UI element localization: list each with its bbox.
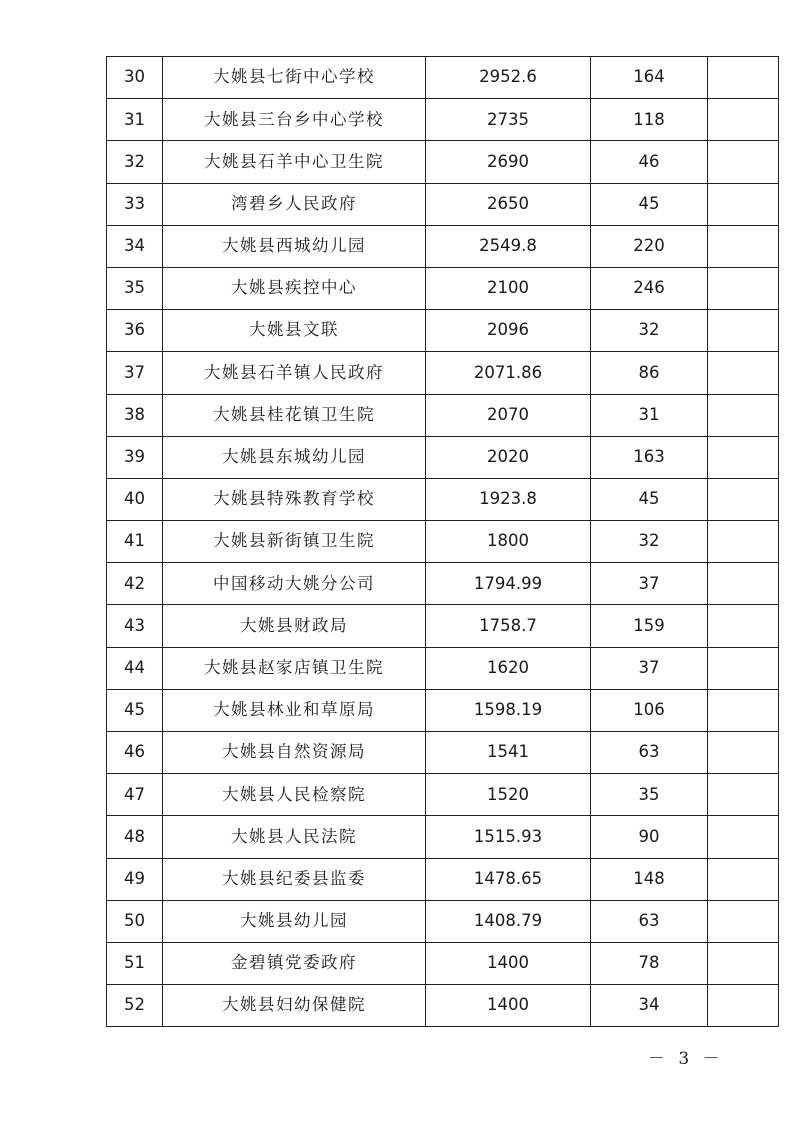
table-row — [107, 563, 779, 605]
cell-amount: 1541 — [426, 732, 591, 774]
table-row — [107, 774, 779, 816]
cell-note — [708, 141, 779, 183]
cell-index: 46 — [107, 732, 163, 774]
cell-count: 63 — [591, 900, 708, 942]
cell-unit-name: 大姚县纪委县监委 — [163, 858, 426, 900]
cell-count: 159 — [591, 605, 708, 647]
cell-amount: 1794.99 — [426, 563, 591, 605]
cell-index: 52 — [107, 985, 163, 1027]
cell-unit-name: 大姚县石羊中心卫生院 — [163, 141, 426, 183]
cell-index: 45 — [107, 689, 163, 731]
cell-note — [708, 858, 779, 900]
table-row — [107, 352, 779, 394]
cell-amount: 2071.86 — [426, 352, 591, 394]
cell-amount: 1400 — [426, 942, 591, 984]
cell-note — [708, 99, 779, 141]
cell-note — [708, 985, 779, 1027]
table-row — [107, 436, 779, 478]
cell-index: 48 — [107, 816, 163, 858]
cell-amount: 1520 — [426, 774, 591, 816]
cell-amount: 1620 — [426, 647, 591, 689]
cell-count: 78 — [591, 942, 708, 984]
cell-index: 37 — [107, 352, 163, 394]
cell-amount: 2690 — [426, 141, 591, 183]
cell-amount: 1408.79 — [426, 900, 591, 942]
cell-amount: 1400 — [426, 985, 591, 1027]
cell-amount: 1478.65 — [426, 858, 591, 900]
cell-amount: 2735 — [426, 99, 591, 141]
table-row — [107, 141, 779, 183]
cell-note — [708, 816, 779, 858]
table-row — [107, 732, 779, 774]
cell-index: 50 — [107, 900, 163, 942]
cell-note — [708, 478, 779, 520]
cell-unit-name: 大姚县妇幼保健院 — [163, 985, 426, 1027]
cell-unit-name: 大姚县疾控中心 — [163, 267, 426, 309]
cell-count: 31 — [591, 394, 708, 436]
cell-index: 32 — [107, 141, 163, 183]
table-body — [107, 57, 779, 1027]
cell-note — [708, 563, 779, 605]
cell-amount: 2100 — [426, 267, 591, 309]
cell-unit-name: 大姚县三台乡中心学校 — [163, 99, 426, 141]
table-row — [107, 521, 779, 563]
cell-unit-name: 大姚县东城幼儿园 — [163, 436, 426, 478]
cell-unit-name: 中国移动大姚分公司 — [163, 563, 426, 605]
cell-note — [708, 605, 779, 647]
cell-note — [708, 394, 779, 436]
table-row — [107, 605, 779, 647]
cell-amount: 2096 — [426, 310, 591, 352]
cell-unit-name: 大姚县七街中心学校 — [163, 57, 426, 99]
cell-index: 40 — [107, 478, 163, 520]
cell-unit-name: 大姚县林业和草原局 — [163, 689, 426, 731]
cell-index: 30 — [107, 57, 163, 99]
cell-count: 246 — [591, 267, 708, 309]
cell-count: 164 — [591, 57, 708, 99]
cell-amount: 2020 — [426, 436, 591, 478]
table-row — [107, 816, 779, 858]
cell-index: 34 — [107, 225, 163, 267]
cell-unit-name: 大姚县财政局 — [163, 605, 426, 647]
cell-note — [708, 900, 779, 942]
cell-amount: 2070 — [426, 394, 591, 436]
table-row — [107, 183, 779, 225]
cell-unit-name: 大姚县人民法院 — [163, 816, 426, 858]
cell-unit-name: 大姚县人民检察院 — [163, 774, 426, 816]
cell-index: 51 — [107, 942, 163, 984]
cell-count: 35 — [591, 774, 708, 816]
table-row — [107, 985, 779, 1027]
cell-amount: 2549.8 — [426, 225, 591, 267]
cell-note — [708, 521, 779, 563]
cell-amount: 1923.8 — [426, 478, 591, 520]
cell-index: 43 — [107, 605, 163, 647]
cell-unit-name: 大姚县新街镇卫生院 — [163, 521, 426, 563]
cell-count: 86 — [591, 352, 708, 394]
table-row — [107, 394, 779, 436]
cell-index: 33 — [107, 183, 163, 225]
cell-unit-name: 大姚县桂花镇卫生院 — [163, 394, 426, 436]
cell-note — [708, 225, 779, 267]
cell-count: 90 — [591, 816, 708, 858]
cell-note — [708, 352, 779, 394]
cell-index: 36 — [107, 310, 163, 352]
table-row — [107, 99, 779, 141]
cell-count: 45 — [591, 478, 708, 520]
cell-amount: 1800 — [426, 521, 591, 563]
cell-index: 44 — [107, 647, 163, 689]
table-row — [107, 478, 779, 520]
data-table — [106, 56, 779, 1027]
cell-amount: 1515.93 — [426, 816, 591, 858]
cell-note — [708, 647, 779, 689]
cell-count: 32 — [591, 521, 708, 563]
page-number: － 3 － — [648, 1049, 724, 1069]
cell-count: 34 — [591, 985, 708, 1027]
cell-note — [708, 774, 779, 816]
cell-index: 47 — [107, 774, 163, 816]
cell-count: 148 — [591, 858, 708, 900]
cell-index: 31 — [107, 99, 163, 141]
cell-note — [708, 689, 779, 731]
cell-unit-name: 大姚县石羊镇人民政府 — [163, 352, 426, 394]
table-row — [107, 647, 779, 689]
cell-unit-name: 大姚县西城幼儿园 — [163, 225, 426, 267]
table-row — [107, 267, 779, 309]
table-row — [107, 57, 779, 99]
cell-unit-name: 大姚县自然资源局 — [163, 732, 426, 774]
cell-index: 49 — [107, 858, 163, 900]
table-row — [107, 689, 779, 731]
cell-note — [708, 57, 779, 99]
cell-unit-name: 大姚县特殊教育学校 — [163, 478, 426, 520]
cell-count: 63 — [591, 732, 708, 774]
cell-unit-name: 大姚县幼儿园 — [163, 900, 426, 942]
cell-count: 37 — [591, 563, 708, 605]
cell-count: 220 — [591, 225, 708, 267]
table-row — [107, 900, 779, 942]
cell-count: 32 — [591, 310, 708, 352]
cell-amount: 2952.6 — [426, 57, 591, 99]
cell-note — [708, 436, 779, 478]
cell-amount: 1598.19 — [426, 689, 591, 731]
cell-unit-name: 湾碧乡人民政府 — [163, 183, 426, 225]
cell-count: 37 — [591, 647, 708, 689]
cell-note — [708, 183, 779, 225]
cell-index: 41 — [107, 521, 163, 563]
table-row — [107, 310, 779, 352]
cell-index: 35 — [107, 267, 163, 309]
cell-note — [708, 732, 779, 774]
cell-amount: 2650 — [426, 183, 591, 225]
cell-amount: 1758.7 — [426, 605, 591, 647]
cell-count: 46 — [591, 141, 708, 183]
cell-count: 163 — [591, 436, 708, 478]
table-row — [107, 858, 779, 900]
cell-count: 45 — [591, 183, 708, 225]
table-row — [107, 942, 779, 984]
cell-index: 38 — [107, 394, 163, 436]
cell-unit-name: 金碧镇党委政府 — [163, 942, 426, 984]
cell-unit-name: 大姚县文联 — [163, 310, 426, 352]
cell-index: 42 — [107, 563, 163, 605]
cell-note — [708, 310, 779, 352]
cell-unit-name: 大姚县赵家店镇卫生院 — [163, 647, 426, 689]
cell-count: 106 — [591, 689, 708, 731]
cell-note — [708, 267, 779, 309]
cell-count: 118 — [591, 99, 708, 141]
cell-index: 39 — [107, 436, 163, 478]
table-row — [107, 225, 779, 267]
cell-note — [708, 942, 779, 984]
